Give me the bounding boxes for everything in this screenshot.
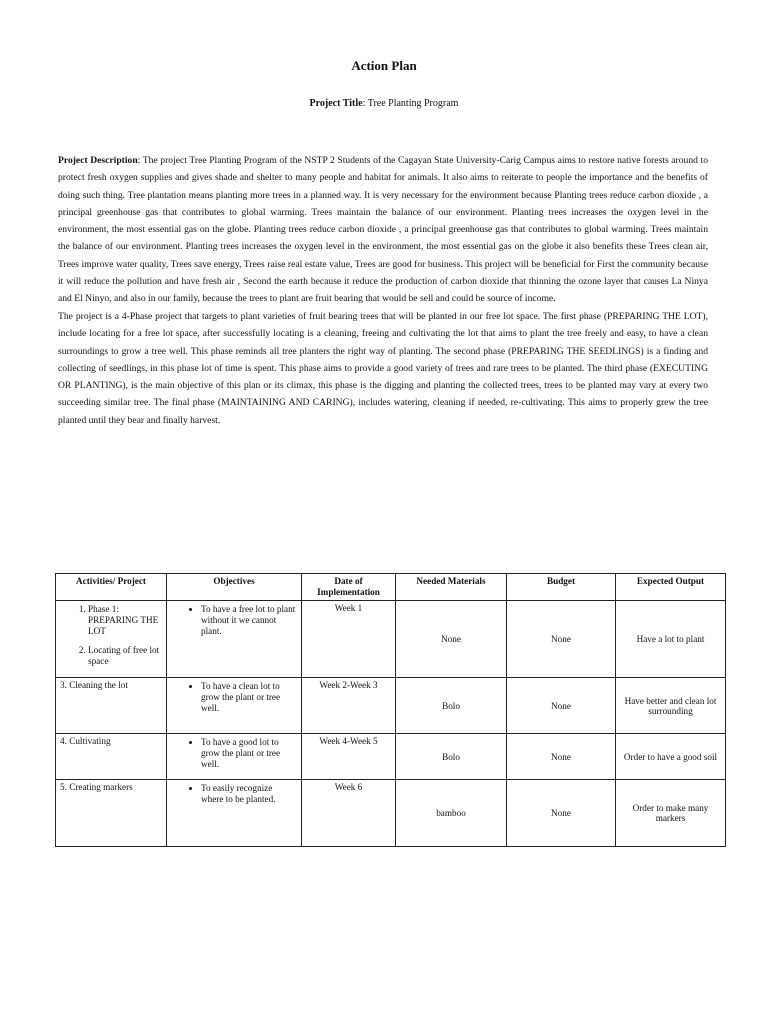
- materials-cell: Bolo: [396, 678, 507, 734]
- output-cell: Order to have a good soil: [616, 734, 726, 780]
- objective-text: • To easily recognize where to be planted.: [201, 783, 297, 805]
- header-budget: Budget: [507, 574, 616, 601]
- objective-text: • To have a clean lot to grow the plant or tree well.: [201, 681, 297, 714]
- output-cell: Have a lot to plant: [616, 601, 726, 678]
- activity-cell: [56, 601, 167, 678]
- table-row: [56, 734, 726, 780]
- output-cell: Have better and clean lot surrounding: [616, 678, 726, 734]
- output-cell: Order to make many markers: [616, 780, 726, 847]
- budget-cell: None: [507, 780, 616, 847]
- project-title-label: Project Title: [309, 98, 363, 109]
- project-description: [58, 152, 708, 308]
- description-text: : The project Tree Planting Program of the NSTP 2 Students of the Cagayan State University-Carig Campus aims to restore native forests around to protect fresh oxygen supplies and gives shade and shelter to many people and habitat for animals. It also aims to reiterate to people the importance and the benefits of doing such thing. Tree plantation means planting more trees in a planned way. It is very necessary for the environment because Planting trees reduce carbon dioxide , a principal greenhouse gas that contributes to global warming. Trees maintain the balance of our environment. Planting trees increases the oxygen level in the environment, the most essential gas on the globe. Planting trees reduce carbon dioxide , a principal greenhouse gas that contributes to global warming. Trees maintain the balance of our environment. Planting trees increases the oxygen level in the environment, the most essential gas on the globe it also benefits these Trees clean air, Trees improve water quality, Trees save energy, Trees raise real estate value, Trees are good for business. This project will be beneficial for First the community because it will reduce the pollution and have fresh air , Second the earth because it reduce the production of carbon dioxide that thinning the ozone layer that causes La Ninya and El Ninyo, and also in our family, because the trees to plant are fruit bearing that would be sell and could be source of income.: [58, 155, 708, 305]
- budget-cell: None: [507, 601, 616, 678]
- budget-cell: None: [507, 678, 616, 734]
- materials-cell: bamboo: [396, 780, 507, 847]
- project-title-line: [0, 98, 768, 109]
- objective-cell: [167, 678, 302, 734]
- materials-cell: Bolo: [396, 734, 507, 780]
- activity-cell: 4. Cultivating: [56, 734, 167, 780]
- header-materials: Needed Materials: [396, 574, 507, 601]
- project-title-value: : Tree Planting Program: [362, 98, 459, 109]
- document-title: Action Plan: [351, 58, 417, 73]
- table-header-row: [56, 574, 726, 601]
- activity-cell: 5. Creating markers: [56, 780, 167, 847]
- objective-text: • To have a free lot to plant without it we cannot plant.: [201, 604, 297, 637]
- header-activities: Activities/ Project: [56, 574, 167, 601]
- objective-text: • To have a good lot to grow the plant or tree well.: [201, 737, 297, 770]
- table-row: [56, 678, 726, 734]
- objective-cell: [167, 734, 302, 780]
- date-cell: Week 4-Week 5: [302, 734, 396, 780]
- description-label: Project Description: [58, 155, 138, 166]
- objective-cell: [167, 601, 302, 678]
- table-row: [56, 601, 726, 678]
- phases-paragraph: The project is a 4-Phase project that targets to plant varieties of fruit bearing trees that will be planted in our free lot space. The first phase (PREPARING THE LOT), include locating for a free lot space, after successfully locating is a cleaning, freeing and cultivating the lot that aims to plant the tree freely and easy, to have a clean surroundings to grow a tree well. This phase reminds all tree planters the right way of planting. The second phase (PREPARING THE SEEDLINGS) is a finding and collecting of seedlings, in this phase lot of time is spent. This phase aims to provide a good variety of trees and rare trees to be planted. The third phase (EXECUTING OR PLANTING), is the main objective of this plan or its climax, this phase is the digging and planting the collected trees, trees to be planted may vary at every two succeeding similar tree. The final phase (MAINTAINING AND CARING), includes watering, cleaning if needed, re-cultivating. This aims to properly grew the tree planted until they bear and finally harvest.: [58, 311, 708, 426]
- header-output: Expected Output: [616, 574, 726, 601]
- budget-cell: None: [507, 734, 616, 780]
- objective-cell: [167, 780, 302, 847]
- list-item: 1. Phase 1: PREPARING THE LOT: [88, 604, 162, 637]
- date-cell: Week 6: [302, 780, 396, 847]
- table-row: [56, 780, 726, 847]
- header-objectives: Objectives: [167, 574, 302, 601]
- date-cell: Week 2-Week 3: [302, 678, 396, 734]
- date-cell: Week 1: [302, 601, 396, 678]
- header-date: Date of Implementation: [302, 574, 396, 601]
- activity-cell: 3. Cleaning the lot: [56, 678, 167, 734]
- activity-list: [60, 604, 162, 667]
- list-item: 2. Locating of free lot space: [88, 645, 162, 667]
- materials-cell: None: [396, 601, 507, 678]
- action-plan-table: [55, 573, 726, 847]
